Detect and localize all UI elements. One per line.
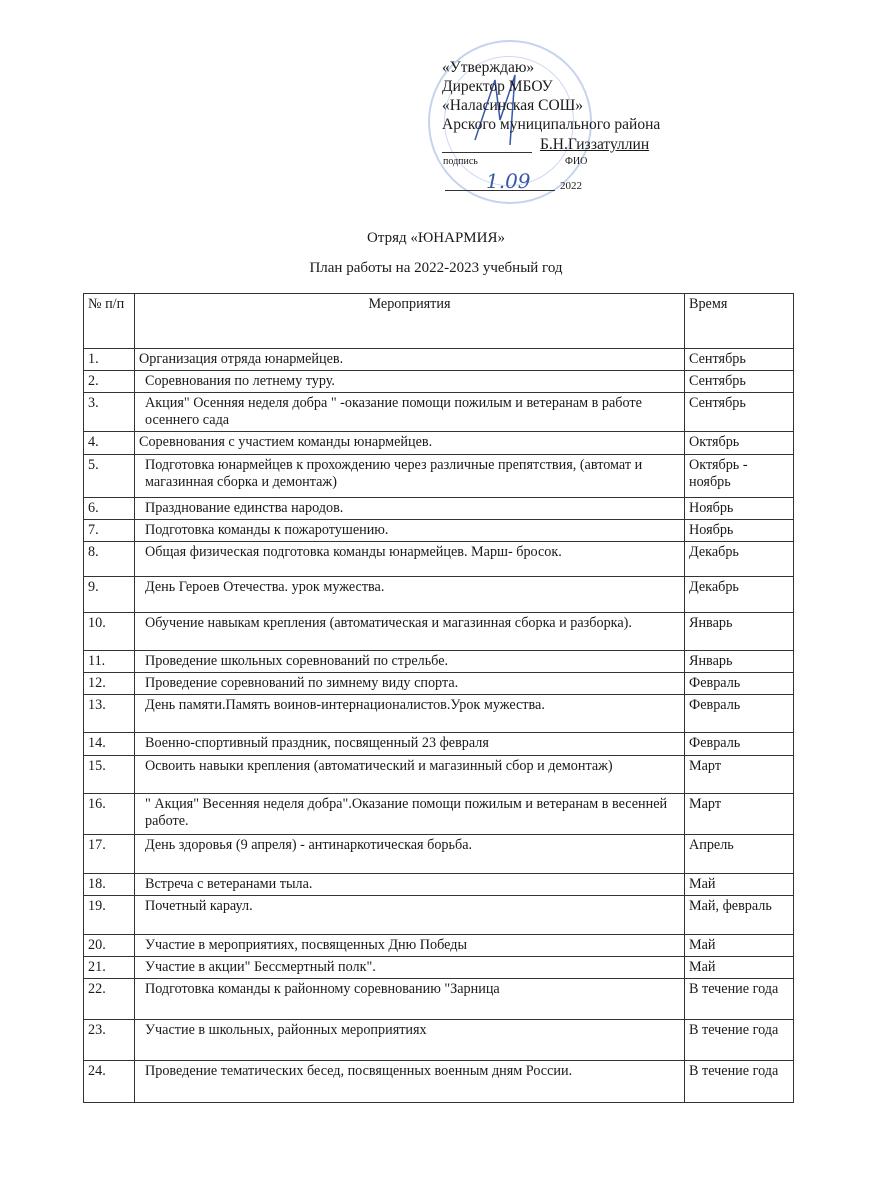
table-row <box>84 520 794 542</box>
table-row <box>84 896 794 935</box>
row-time: Март <box>685 794 794 835</box>
row-event: Подготовка команды к пожаротушению. <box>135 520 685 542</box>
row-time: В течение года <box>685 1061 794 1103</box>
document-title: Отряд «ЮНАРМИЯ» <box>367 230 505 246</box>
row-number: 10. <box>84 613 135 651</box>
row-time: В течение года <box>685 1020 794 1061</box>
table-row <box>84 957 794 979</box>
table-row <box>84 673 794 695</box>
approval-position: Директор МБОУ <box>442 78 553 95</box>
table-row <box>84 371 794 393</box>
row-number: 20. <box>84 935 135 957</box>
row-number: 5. <box>84 455 135 498</box>
row-number: 21. <box>84 957 135 979</box>
table-row <box>84 733 794 756</box>
row-number: 16. <box>84 794 135 835</box>
row-time: Апрель <box>685 835 794 874</box>
row-number: 17. <box>84 835 135 874</box>
row-time: Январь <box>685 613 794 651</box>
row-number: 2. <box>84 371 135 393</box>
table-row <box>84 393 794 432</box>
table-row <box>84 613 794 651</box>
plan-table <box>83 293 794 1103</box>
row-event: День здоровья (9 апреля) - антинаркотическая борьба. <box>135 835 685 874</box>
row-time: Сентябрь <box>685 349 794 371</box>
date-line <box>445 190 555 191</box>
sign-label: подпись <box>443 156 478 167</box>
row-time: Март <box>685 756 794 794</box>
table-row <box>84 835 794 874</box>
table-row <box>84 651 794 673</box>
signature-line <box>442 152 532 153</box>
row-event: День Героев Отечества. урок мужества. <box>135 577 685 613</box>
row-time: Ноябрь <box>685 498 794 520</box>
row-event: Почетный караул. <box>135 896 685 935</box>
row-event: Подготовка юнармейцев к прохождению через различные препятствия, (автомат и магазинная сборка и демонтаж) <box>135 455 685 498</box>
header-time: Время <box>685 294 794 349</box>
row-time: Февраль <box>685 695 794 733</box>
table-row <box>84 1020 794 1061</box>
table-row <box>84 455 794 498</box>
row-event: Проведение школьных соревнований по стрельбе. <box>135 651 685 673</box>
row-event: Военно-спортивный праздник, посвященный 23 февраля <box>135 733 685 756</box>
row-event: Общая физическая подготовка команды юнармейцев. Марш- бросок. <box>135 542 685 577</box>
approval-heading: «Утверждаю» <box>442 59 535 76</box>
row-event: Организация отряда юнармейцев. <box>135 349 685 371</box>
row-time: Май <box>685 957 794 979</box>
row-number: 15. <box>84 756 135 794</box>
row-time: Январь <box>685 651 794 673</box>
row-time: Февраль <box>685 733 794 756</box>
row-number: 11. <box>84 651 135 673</box>
row-time: Декабрь <box>685 577 794 613</box>
row-number: 13. <box>84 695 135 733</box>
row-event: Встреча с ветеранами тыла. <box>135 874 685 896</box>
row-number: 9. <box>84 577 135 613</box>
approval-year: 2022 <box>560 180 582 192</box>
row-event: " Акция" Весенняя неделя добра".Оказание помощи пожилым и ветеранам в весенней работе. <box>135 794 685 835</box>
table-row <box>84 1061 794 1103</box>
row-event: День памяти.Память воинов-интернационалистов.Урок мужества. <box>135 695 685 733</box>
row-event: Соревнования по летнему туру. <box>135 371 685 393</box>
row-number: 8. <box>84 542 135 577</box>
row-event: Проведение тематических бесед, посвященных военным дням России. <box>135 1061 685 1103</box>
row-event: Акция" Осенняя неделя добра " -оказание помощи пожилым и ветеранам в работе осеннего сада <box>135 393 685 432</box>
header-num: № п/п <box>84 294 135 349</box>
table-header-row <box>84 294 794 349</box>
row-time: Май <box>685 874 794 896</box>
row-time: Май <box>685 935 794 957</box>
row-time: Октябрь <box>685 432 794 455</box>
row-number: 7. <box>84 520 135 542</box>
row-event: Подготовка команды к районному соревнованию "Зарница <box>135 979 685 1020</box>
row-number: 1. <box>84 349 135 371</box>
row-event: Проведение соревнований по зимнему виду спорта. <box>135 673 685 695</box>
table-row <box>84 577 794 613</box>
fio-label: ФИО <box>565 156 588 167</box>
table-row <box>84 794 794 835</box>
row-time: Октябрь - ноябрь <box>685 455 794 498</box>
handwritten-date: 1.09 <box>486 169 531 193</box>
row-number: 6. <box>84 498 135 520</box>
row-event: Обучение навыкам крепления (автоматическая и магазинная сборка и разборка). <box>135 613 685 651</box>
row-time: Май, февраль <box>685 896 794 935</box>
row-event: Празднование единства народов. <box>135 498 685 520</box>
document-subtitle: План работы на 2022-2023 учебный год <box>309 260 563 276</box>
table-row <box>84 542 794 577</box>
table-row <box>84 695 794 733</box>
row-number: 22. <box>84 979 135 1020</box>
row-number: 23. <box>84 1020 135 1061</box>
row-time: Сентябрь <box>685 393 794 432</box>
table-row <box>84 432 794 455</box>
director-name: Б.Н.Гиззатуллин <box>540 136 650 153</box>
row-number: 4. <box>84 432 135 455</box>
row-time: Декабрь <box>685 542 794 577</box>
approval-district: Арского муниципального района <box>442 116 661 133</box>
row-number: 18. <box>84 874 135 896</box>
row-event: Участие в акции" Бессмертный полк". <box>135 957 685 979</box>
row-time: В течение года <box>685 979 794 1020</box>
row-event: Участие в школьных, районных мероприятиях <box>135 1020 685 1061</box>
table-row <box>84 349 794 371</box>
table-row <box>84 874 794 896</box>
row-number: 12. <box>84 673 135 695</box>
table-row <box>84 935 794 957</box>
row-time: Февраль <box>685 673 794 695</box>
table-row <box>84 756 794 794</box>
row-number: 24. <box>84 1061 135 1103</box>
table-row <box>84 498 794 520</box>
row-number: 3. <box>84 393 135 432</box>
row-event: Участие в мероприятиях, посвященных Дню Победы <box>135 935 685 957</box>
header-event: Мероприятия <box>135 294 685 349</box>
approval-school: «Наласинская СОШ» <box>442 97 584 114</box>
row-event: Освоить навыки крепления (автоматический и магазинный сбор и демонтаж) <box>135 756 685 794</box>
row-time: Сентябрь <box>685 371 794 393</box>
row-event: Соревнования с участием команды юнармейцев. <box>135 432 685 455</box>
approval-block <box>442 58 660 134</box>
row-number: 14. <box>84 733 135 756</box>
row-time: Ноябрь <box>685 520 794 542</box>
table-row <box>84 979 794 1020</box>
row-number: 19. <box>84 896 135 935</box>
